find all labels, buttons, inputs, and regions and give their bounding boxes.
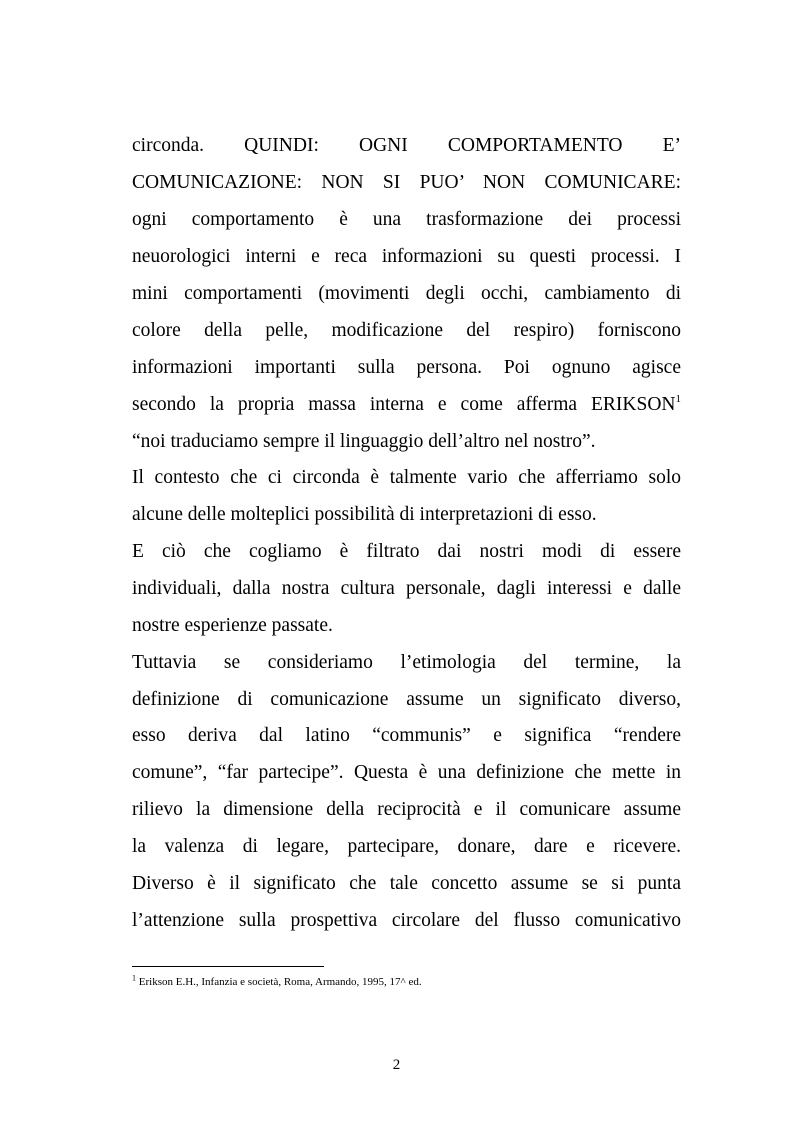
text-line: nostre esperienze passate. [132,615,333,636]
text-line: individuali, dalla nostra cultura personale, dagli interessi e dalle [132,578,681,599]
text-line: Tuttavia se consideriamo l’etimologia del termine, la [132,652,681,673]
text-line: comune”, “far partecipe”. Questa è una definizione che mette in [132,762,681,783]
text-line: “noi traduciamo sempre il linguaggio dell’altro nel nostro”. [132,431,596,452]
text-line: alcune delle molteplici possibilità di interpretazioni di esso. [132,504,597,525]
text-line: colore della pelle, modificazione del respiro) forniscono [132,320,681,341]
text-line: neuorologici interni e reca informazioni su questi processi. I [132,246,681,267]
footnote [132,975,422,989]
text-line: la valenza di legare, partecipare, donare, dare e ricevere. [132,836,681,857]
footnote-reference[interactable]: 1 [675,392,681,405]
text-line: mini comportamenti (movimenti degli occhi, cambiamento di [132,283,681,304]
footnote-divider [132,966,324,967]
page-number: 2 [392,1057,401,1073]
text-line: informazioni importanti sulla persona. Poi ognuno agisce [132,357,681,378]
text-line: definizione di comunicazione assume un significato diverso, [132,689,681,710]
footnote-marker: 1 [132,973,136,983]
text-line: Diverso è il significato che tale concetto assume se si punta [132,873,681,894]
text-line: rilievo la dimensione della reciprocità e il comunicare assume [132,799,681,820]
text-line: Il contesto che ci circonda è talmente vario che afferriamo solo [132,467,681,488]
footnote-text: Erikson E.H., Infanzia e società, Roma, Armando, 1995, 17^ ed. [138,976,422,988]
text-line-with-footnote-ref [132,393,681,417]
text-line: ogni comportamento è una trasformazione dei processi [132,209,681,230]
text-line: secondo la propria massa interna e come afferma ERIKSON [132,394,676,415]
text-line: E ciò che cogliamo è filtrato dai nostri modi di essere [132,541,681,562]
text-line: circonda. QUINDI: OGNI COMPORTAMENTO E’ [132,135,681,156]
text-line: l’attenzione sulla prospettiva circolare del flusso comunicativo [132,910,681,931]
text-line: COMUNICAZIONE: NON SI PUO’ NON COMUNICARE: [132,172,681,193]
text-line: esso deriva dal latino “communis” e significa “rendere [132,725,681,746]
